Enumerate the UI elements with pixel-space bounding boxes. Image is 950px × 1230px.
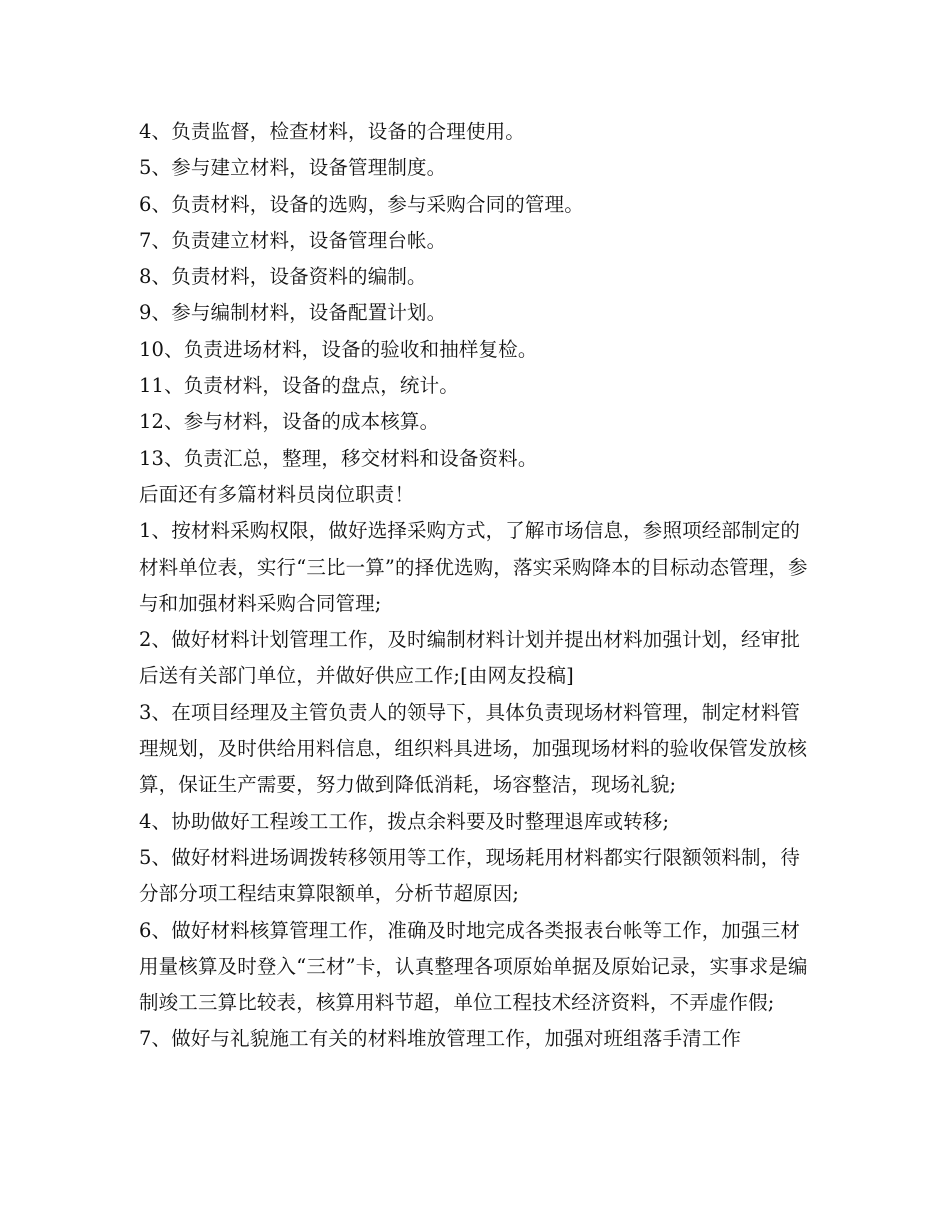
duty-item-4: 4、负责监督，检查材料，设备的合理使用。 (139, 120, 525, 143)
duty-item-11: 11、负责材料，设备的盘点，统计。 (139, 374, 459, 398)
duty-item-6: 6、负责材料，设备的选购，参与采购合同的管理。 (139, 192, 584, 216)
document-body (139, 114, 817, 1058)
paragraph-2: 2、做好材料计划管理工作，及时编制材料计划并提出材料加强计划，经审批后送有关部门单位，并做好供应工作;[由网友投稿] (139, 628, 801, 688)
duty-item-5: 5、参与建立材料，设备管理制度。 (139, 156, 447, 180)
duty-item-9: 9、参与编制材料，设备配置计划。 (139, 301, 447, 325)
paragraph-4: 4、协助做好工程竣工工作，拨点余料要及时整理退库或转移; (139, 809, 670, 833)
paragraph-5: 5、做好材料进场调拨转移领用等工作，现场耗用材料都实行限额领料制，待分部分项工程结束算限额单，分析节超原因; (139, 845, 801, 906)
paragraph-1: 1、按材料采购权限，做好选择采购方式，了解市场信息，参照项经部制定的材料单位表，实行“三比一算”的择优选购，落实采购降本的目标动态管理，参与和加强材料采购合同管理; (139, 519, 808, 615)
paragraph-6: 6、做好材料核算管理工作，准确及时地完成各类报表台帐等工作，加强三材用量核算及时登入“三材”卡，认真整理各项原始单据及原始记录，实事求是编制竣工三算比较表，核算用料节超，单位工程技术经济资料，不弄虚作假; (139, 918, 808, 1015)
duty-item-12: 12、参与材料，设备的成本核算。 (139, 410, 440, 434)
more-articles-note: 后面还有多篇材料员岗位职责！ (139, 482, 415, 506)
duty-item-7: 7、负责建立材料，设备管理台帐。 (139, 228, 447, 252)
duty-item-10: 10、负责进场材料，设备的验收和抽样复检。 (139, 337, 538, 361)
paragraph-7: 7、做好与礼貌施工有关的材料堆放管理工作，加强对班组落手清工作 (139, 1027, 742, 1051)
duty-item-13: 13、负责汇总，整理，移交材料和设备资料。 (139, 446, 538, 470)
paragraph-3: 3、在项目经理及主管负责人的领导下，具体负责现场材料管理，制定材料管理规划，及时供给用料信息，组织料具进场，加强现场材料的验收保管发放核算，保证生产需要，努力做到降低消耗，场容整洁，现场礼貌; (139, 700, 808, 797)
duty-item-8: 8、负责材料，设备资料的编制。 (139, 265, 427, 289)
